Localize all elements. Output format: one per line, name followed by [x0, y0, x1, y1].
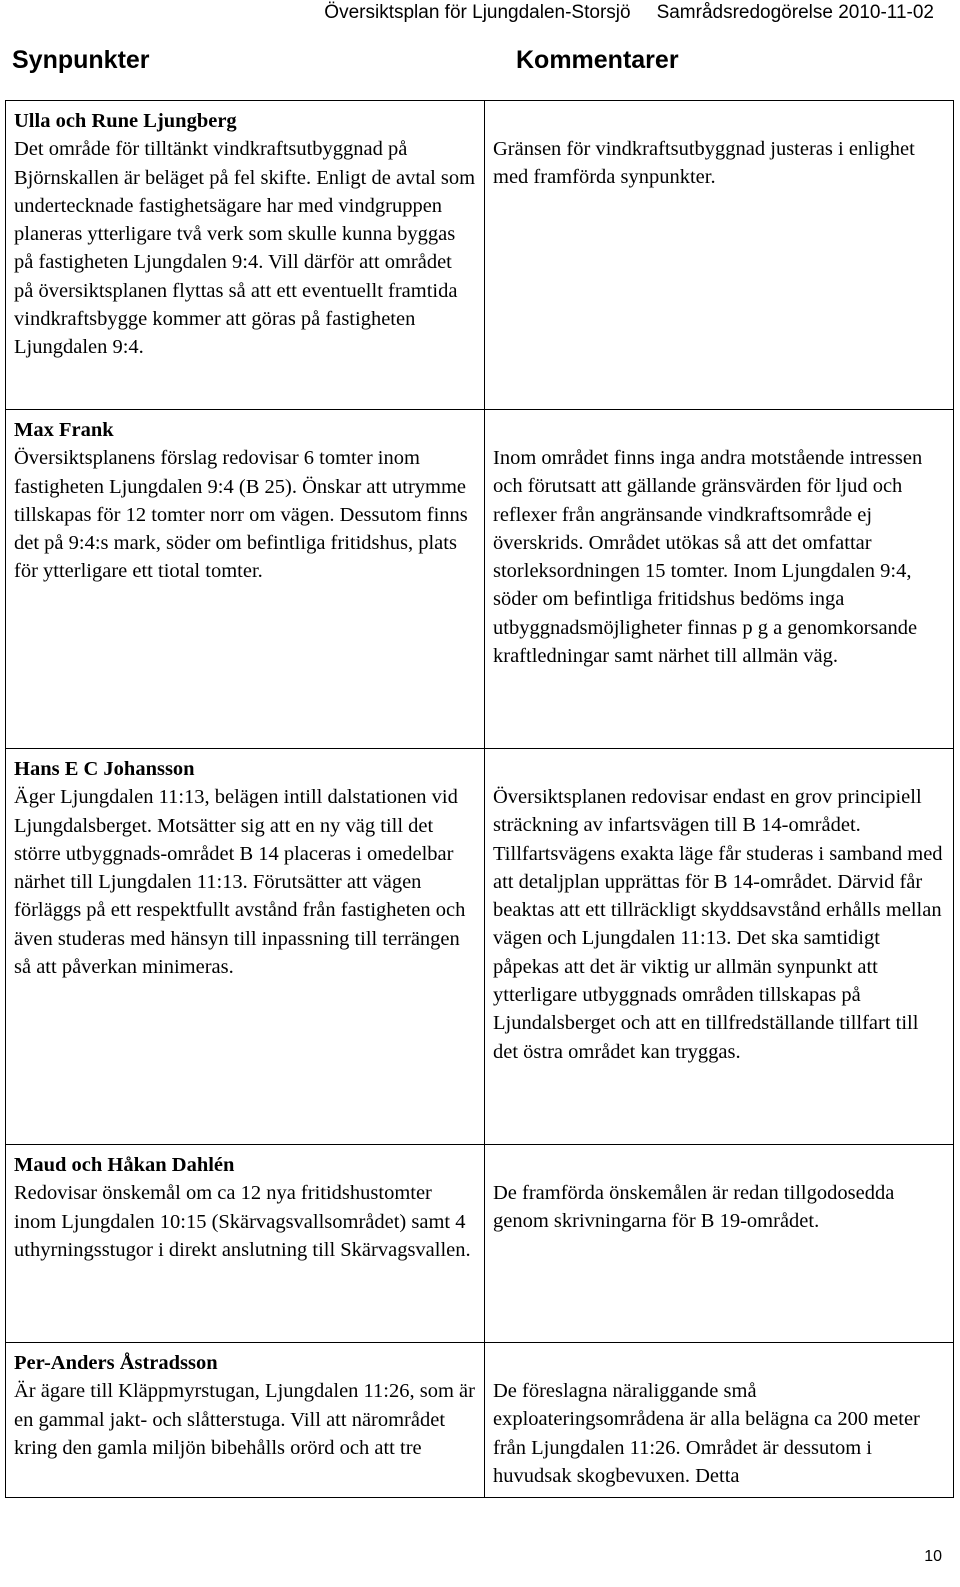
header-document-title: Översiktsplan för Ljungdalen-Storsjö [324, 2, 631, 23]
table-row [6, 1145, 954, 1343]
page-header [324, 2, 934, 24]
kommentar-cell [485, 410, 954, 749]
synpunkt-cell [6, 1343, 485, 1498]
synpunkt-cell [6, 410, 485, 749]
synpunkt-text: Redovisar önskemål om ca 12 nya fritidshustomter inom Ljungdalen 10:15 (Skärvagsvallsområdet) samt 4 uthyrningsstugor i direkt anslutning till Skärvagsvallen. [14, 1182, 471, 1261]
kommentar-cell [485, 1145, 954, 1343]
header-document-subtitle: Samrådsredogörelse 2010-11-02 [656, 2, 934, 23]
kommentar-cell [485, 749, 954, 1145]
synpunkt-cell [6, 749, 485, 1145]
table-row [6, 101, 954, 410]
page-number: 10 [924, 1548, 942, 1565]
synpunkt-text: Äger Ljungdalen 11:13, belägen intill dalstationen vid Ljungdalsberget. Motsätter sig att en ny väg till det större utbyggnads-området B 14 placeras i omedelbar närhet till Ljungdalen 11:13. Förutsätter att vägen förläggs på ett respektfullt avstånd från fastigheten och även studeras med hänsyn till inpassning till terrängen så att påverkan minimeras. [14, 786, 466, 979]
kommentar-text: De föreslagna näraliggande små exploateringsområdena är alla belägna ca 200 meter från Ljungdalen 11:26. Området är dessutom i huvudsak skogbevuxen. Detta [493, 1380, 920, 1487]
kommentar-text: Gränsen för vindkraftsutbyggnad justeras i enlighet med framförda synpunkter. [493, 138, 915, 189]
table-row [6, 410, 954, 749]
synpunkt-text: Översiktsplanens förslag redovisar 6 tomter inom fastigheten Ljungdalen 9:4 (B 25). Önskar att utrymme tillskapas för 12 tomter norr om vägen. Dessutom finns det på 9:4:s mark, söder om befintliga fritidshus, plats för ytterligare ett tiotal tomter. [14, 447, 468, 583]
synpunkt-text: Det område för tilltänkt vindkraftsutbyggnad på Björnskallen är beläget på fel skifte. Enligt de avtal som undertecknade fastighetsägare har med vindgruppen planeras ytterligare två verk som skulle kunna byggas på fastigheten Ljungdalen 9:4. Vill därför att området på översiktsplanen flyttas så att ett eventuellt framtida vindkraftsbygge kommer att göras på fastigheten Ljungdalen 9:4. [14, 138, 476, 359]
kommentar-text: Inom området finns inga andra motstående intressen och förutsatt att gällande gränsvärden för ljud och reflexer från angränsande vindkraftsområde ej överskrids. Området utökas så att det omfattar storleksordningen 15 tomter. Inom Ljungdalen 9:4, söder om befintliga fritidshus bedöms inga utbyggnadsmöjligheter finnas p g a genomkorsande kraftledningar samt närhet till allmän väg. [493, 447, 923, 668]
kommentar-text: De framförda önskemålen är redan tillgodosedda genom skrivningarna för B 19-området. [493, 1182, 895, 1233]
comments-table [5, 100, 954, 1498]
synpunkt-cell [6, 1145, 485, 1343]
kommentar-text: Översiktsplanen redovisar endast en grov principiell sträckning av infartsvägen till B 14-området. Tillfartsvägens exakta läge får studeras i samband med att detaljplan upprättas för B 14-området. Därvid får beaktas att ett tillräckligt skyddsavstånd erhålls mellan vägen och Ljungdalen 11:13. Det ska samtidigt påpekas att det är viktig ur allmän synpunkt att ytterligare utbyggnads områden tillskapas på Ljundalsberget och att en tillfredställande tillfart till det östra området kan tryggas. [493, 786, 943, 1063]
submitter-name: Per-Anders Åstradsson [14, 1352, 218, 1374]
table-row [6, 1343, 954, 1498]
kommentar-cell [485, 101, 954, 410]
column-heading-kommentarer: Kommentarer [516, 46, 679, 74]
kommentar-cell [485, 1343, 954, 1498]
submitter-name: Maud och Håkan Dahlén [14, 1154, 235, 1176]
submitter-name: Hans E C Johansson [14, 758, 195, 780]
synpunkt-text: Är ägare till Kläppmyrstugan, Ljungdalen 11:26, som är en gammal jakt- och slåtterstuga. Vill att närområdet kring den gamla miljön bibehålls orörd och att tre [14, 1380, 475, 1459]
synpunkt-cell [6, 101, 485, 410]
submitter-name: Max Frank [14, 419, 114, 441]
submitter-name: Ulla och Rune Ljungberg [14, 110, 237, 132]
column-heading-synpunkter: Synpunkter [12, 46, 150, 74]
table-row [6, 749, 954, 1145]
